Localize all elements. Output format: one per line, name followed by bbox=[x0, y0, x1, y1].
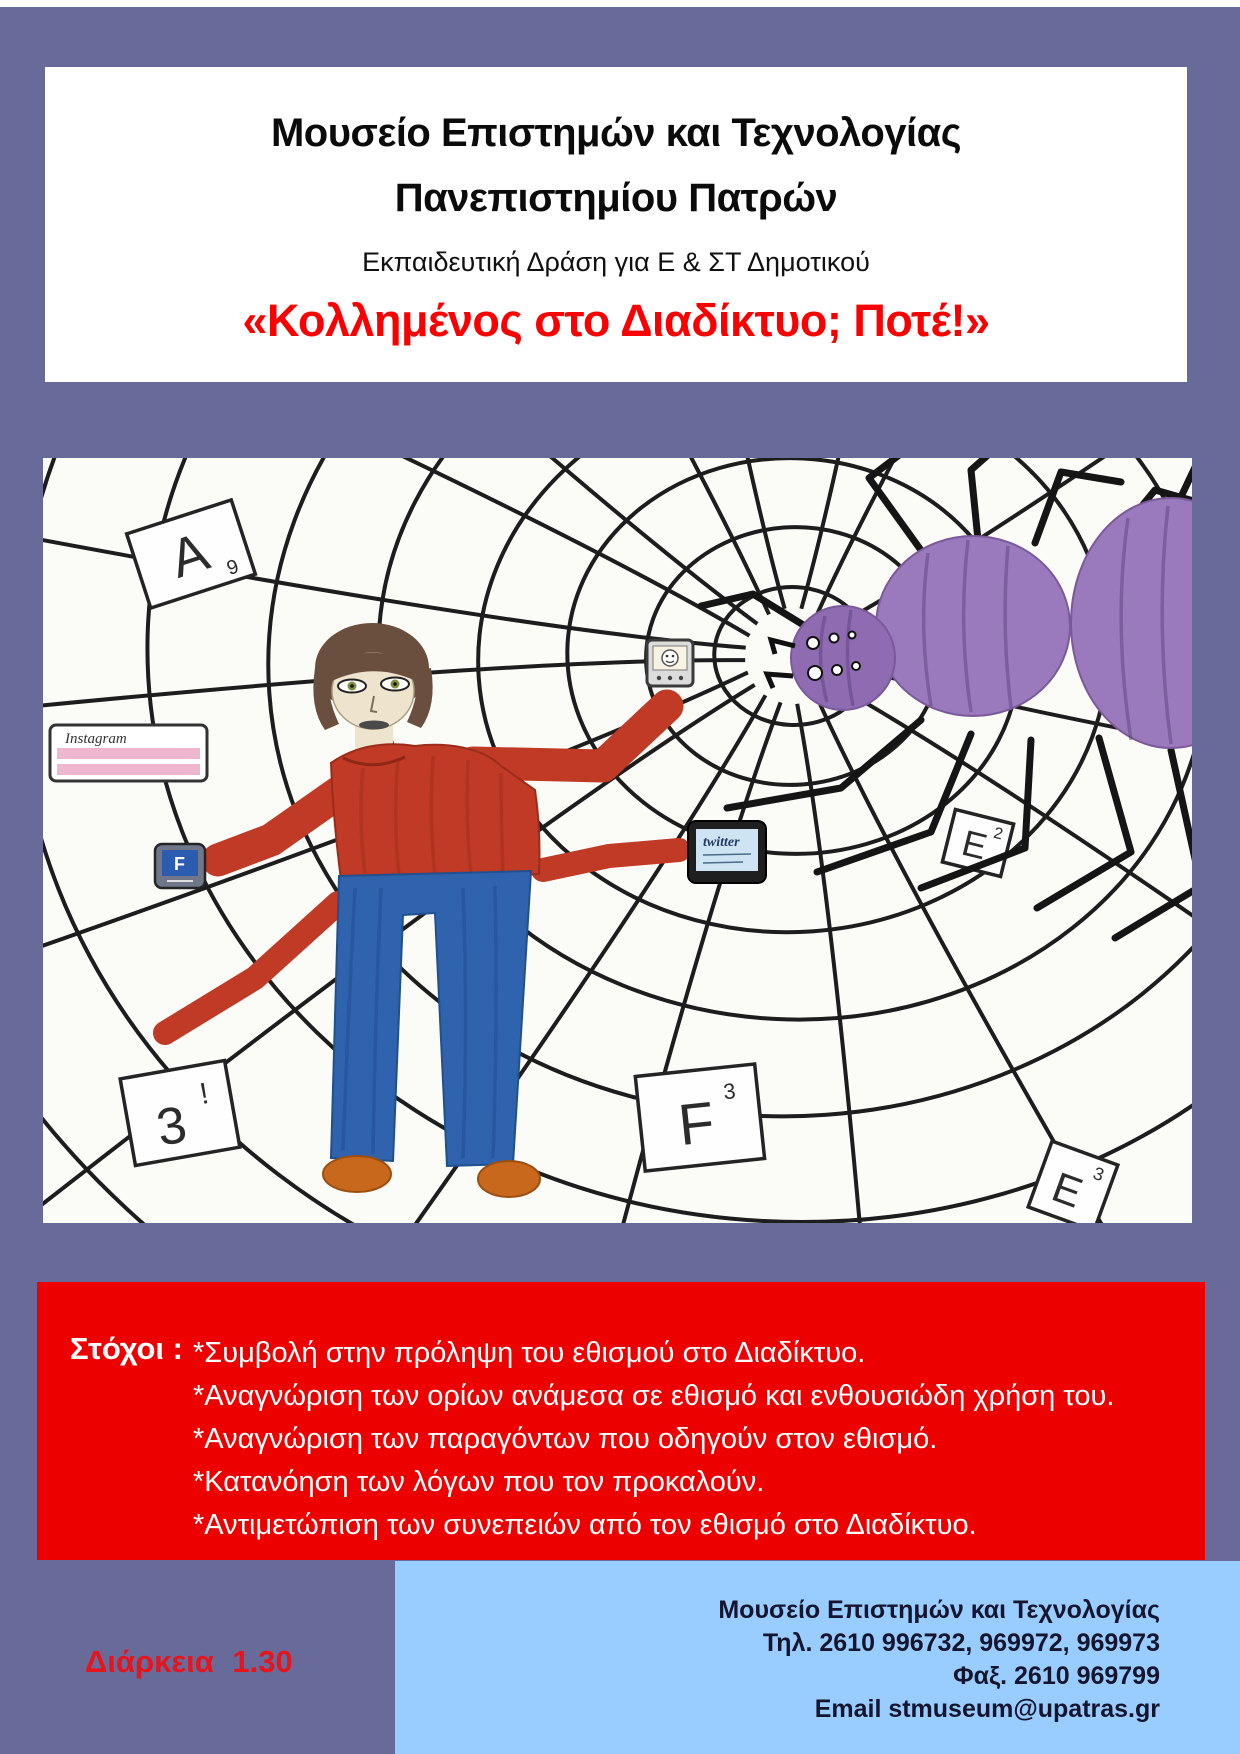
contact-line-museum: Μουσείο Επιστημών και Τεχνολογίας bbox=[718, 1596, 1160, 1624]
person-figure bbox=[165, 623, 679, 1197]
goal-item: *Αναγνώριση των ορίων ανάμεσα σε εθισμό και ενθουσιώδη χρήση του. bbox=[193, 1380, 1115, 1412]
facebook-cube bbox=[155, 844, 205, 888]
goal-item: *Συμβολή στην πρόληψη του εθισμού στο Διαδίκτυο. bbox=[193, 1337, 866, 1369]
top-edge-strip bbox=[0, 0, 1240, 7]
child-drawing-illustration bbox=[43, 458, 1192, 1223]
tile-f-sup: 3 bbox=[722, 1078, 737, 1105]
tile-e-sup: 2 bbox=[991, 824, 1005, 844]
letter-tile-a bbox=[127, 500, 256, 608]
goal-item: *Αντιμετώπιση των συνεπειών από τον εθισμό στο Διαδίκτυο. bbox=[193, 1509, 977, 1541]
contact-box bbox=[395, 1561, 1240, 1754]
contact-line-email: Email stmuseum@upatras.gr bbox=[814, 1695, 1160, 1723]
facebook-label: F bbox=[174, 854, 185, 874]
twitter-tablet bbox=[688, 821, 766, 883]
goals-list bbox=[193, 1332, 1114, 1547]
person-left-arm bbox=[218, 793, 338, 860]
spider-abdomen bbox=[1071, 498, 1192, 748]
museum-title-line1: Μουσείο Επιστημών και Τεχνολογίας bbox=[270, 111, 962, 155]
tile-3-letter: 3 bbox=[152, 1095, 191, 1158]
poster-title: «Κολλημένος στο Διαδίκτυο; Ποτέ!» bbox=[242, 295, 990, 346]
contact-line-phone: Τηλ. 2610 996732, 969972, 969973 bbox=[762, 1629, 1160, 1657]
instagram-label: Instagram bbox=[65, 731, 127, 747]
person-left-shoe bbox=[323, 1156, 391, 1192]
tile-3-sup: ! bbox=[197, 1077, 212, 1111]
duration-text: Διάρκεια 1.30 bbox=[85, 1644, 293, 1679]
tile-a-letter: A bbox=[163, 521, 216, 590]
spider-thorax bbox=[876, 536, 1070, 716]
person-lower-left-arm bbox=[165, 903, 338, 1033]
letter-tile-f bbox=[635, 1064, 764, 1171]
tile-corner-sup: 3 bbox=[1090, 1162, 1107, 1186]
goal-item: *Αναγνώριση των παραγόντων που οδηγούν στον εθισμό. bbox=[193, 1423, 938, 1455]
contact-line-fax: Φαξ. 2610 969799 bbox=[953, 1662, 1160, 1690]
twitter-label: twitter bbox=[703, 835, 740, 850]
person-right-arm bbox=[473, 706, 667, 766]
letter-tile-corner bbox=[1028, 1141, 1118, 1223]
header-box bbox=[45, 67, 1187, 382]
goals-box bbox=[37, 1282, 1205, 1560]
header-subtitle: Εκπαιδευτική Δράση για Ε & ΣΤ Δημοτικού bbox=[362, 247, 870, 277]
goal-item: *Κατανόηση των λόγων που τον προκαλούν. bbox=[193, 1466, 765, 1498]
tile-e-letter: E bbox=[957, 821, 992, 868]
spider-head bbox=[791, 606, 895, 710]
museum-title-line2: Πανεπιστημίου Πατρών bbox=[394, 176, 838, 220]
drawing-panel bbox=[43, 458, 1192, 1223]
letter-tile-3 bbox=[120, 1060, 240, 1165]
tile-f-letter: F bbox=[675, 1089, 718, 1159]
person-right-shoe bbox=[478, 1161, 540, 1197]
instagram-card bbox=[50, 725, 207, 781]
smartphone-icon bbox=[647, 640, 693, 686]
person-mouth bbox=[359, 721, 389, 730]
tile-corner-letter: E bbox=[1046, 1162, 1089, 1217]
goals-label: Στόχοι : bbox=[70, 1331, 183, 1366]
tile-a-sup: 9 bbox=[224, 555, 242, 580]
